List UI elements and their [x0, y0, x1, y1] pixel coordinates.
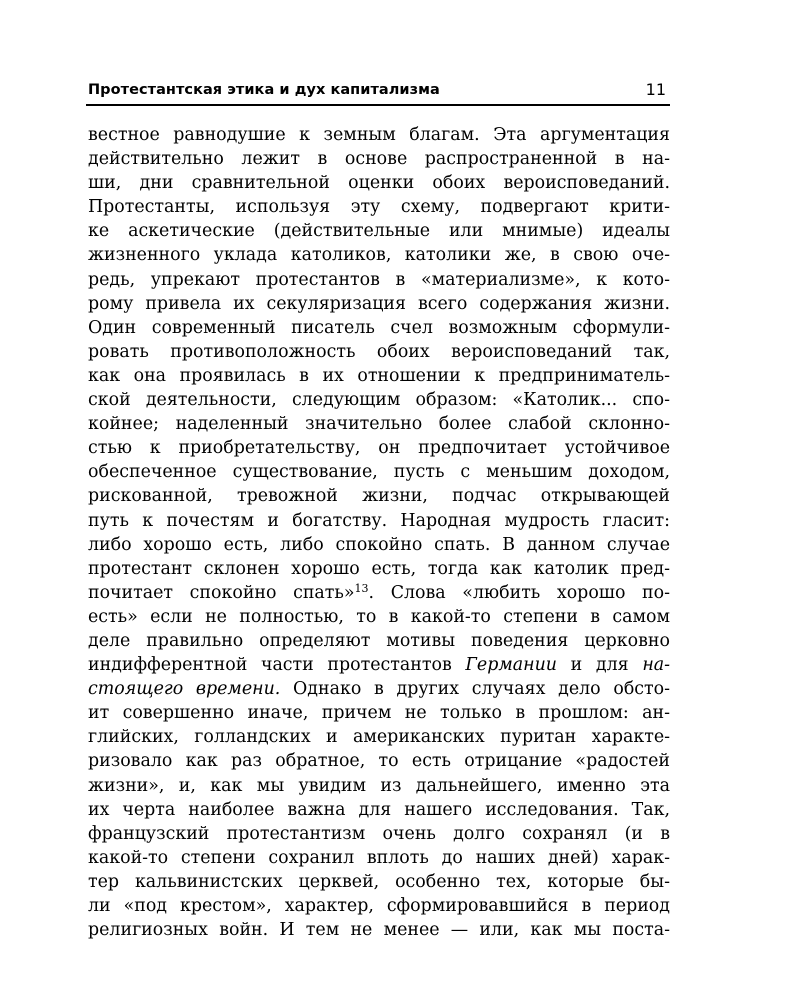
text-line: как она проявилась в их отношении к предприниматель-: [88, 365, 670, 386]
footnote-marker: 13: [354, 581, 369, 595]
header-rule: [86, 104, 670, 106]
text-line-with-footnote: [88, 581, 670, 605]
text-line: ит совершенно иначе, причем не только в прошлом: ан-: [88, 703, 670, 724]
text-line: либо хорошо есть, либо спокойно спать. В данном случае: [88, 534, 670, 555]
italic-germany: Германии: [465, 655, 557, 676]
text-line: жизненного уклада католиков, католики же, в свою оче-: [88, 245, 670, 266]
text-line: Один современный писатель счел возможным сформули-: [88, 317, 670, 338]
text-line: глийских, голландских и американских пуритан характе-: [88, 727, 670, 748]
body-text: [88, 123, 670, 942]
text-line: рискованной, тревожной жизни, подчас открывающей: [88, 486, 670, 507]
text-segment: Однако в других случаях дело обсто-: [280, 679, 671, 700]
text-line: есть» если не полностью, то в какой-то степени в самом: [88, 606, 670, 627]
text-segment: . Слова «любить хорошо по-: [368, 582, 670, 603]
text-line-with-italics: [88, 653, 670, 677]
text-segment: индифферентной части протестантов: [88, 655, 466, 676]
italic-present-time: стоящего времени.: [88, 679, 281, 700]
text-line: ши, дни сравнительной оценки обоих вероисповеданий.: [88, 173, 670, 194]
text-line: ли «под крестом», характер, сформировавшийся в период: [88, 896, 670, 916]
text-line-with-italics: [88, 677, 670, 701]
text-line: религиозных войн. И тем не менее — или, как мы поста-: [88, 920, 670, 941]
text-line: ской деятельности, следующим образом: «Католик... спо-: [88, 390, 670, 411]
text-line: ке аскетические (действительные или мнимые) идеалы: [88, 221, 670, 242]
text-line: обеспеченное существование, пусть с меньшим доходом,: [88, 462, 670, 483]
running-title: Протестантская этика и дух капитализма: [88, 82, 440, 98]
text-line: рому привела их секуляризация всего содержания жизни.: [88, 293, 670, 314]
text-line: их черта наиболее важна для нашего исследования. Так,: [88, 799, 670, 820]
text-line: протестант склонен хорошо есть, тогда как католик пред-: [88, 558, 670, 579]
text-segment: почитает спокойно спать»: [88, 582, 355, 603]
text-line: вестное равнодушие к земным благам. Эта аргументация: [88, 125, 670, 145]
italic-segment: на-: [642, 655, 671, 676]
text-line: путь к почестям и богатству. Народная мудрость гласит:: [88, 510, 670, 531]
text-line: какой-то степени сохранил вплоть до наших дней) харак-: [88, 847, 670, 868]
text-line: жизни», и, как мы увидим из дальнейшего, именно эта: [88, 775, 670, 796]
text-line: Протестанты, используя эту схему, подвергают крити-: [88, 197, 670, 218]
text-line: французский протестантизм очень долго сохранял (и в: [88, 823, 670, 844]
text-line: тер кальвинистских церквей, особенно тех, которые бы-: [88, 871, 670, 892]
text-line: ризовало как раз обратное, то есть отрицание «радостей: [88, 751, 670, 772]
text-segment: и для: [557, 655, 643, 676]
text-line: действительно лежит в основе распространенной в на-: [88, 149, 670, 170]
text-line: редь, упрекают протестантов в «материализме», к кото-: [88, 269, 670, 290]
text-line: стью к приобретательству, он предпочитает устойчивое: [88, 438, 670, 459]
running-header: [86, 79, 670, 101]
text-line: койнее; наделенный значительно более слабой склонно-: [88, 414, 670, 435]
text-line: ровать противоположность обоих вероисповеданий так,: [88, 341, 670, 362]
text-line: деле правильно определяют мотивы поведения церковно: [88, 630, 670, 651]
page-number: 11: [645, 80, 666, 99]
